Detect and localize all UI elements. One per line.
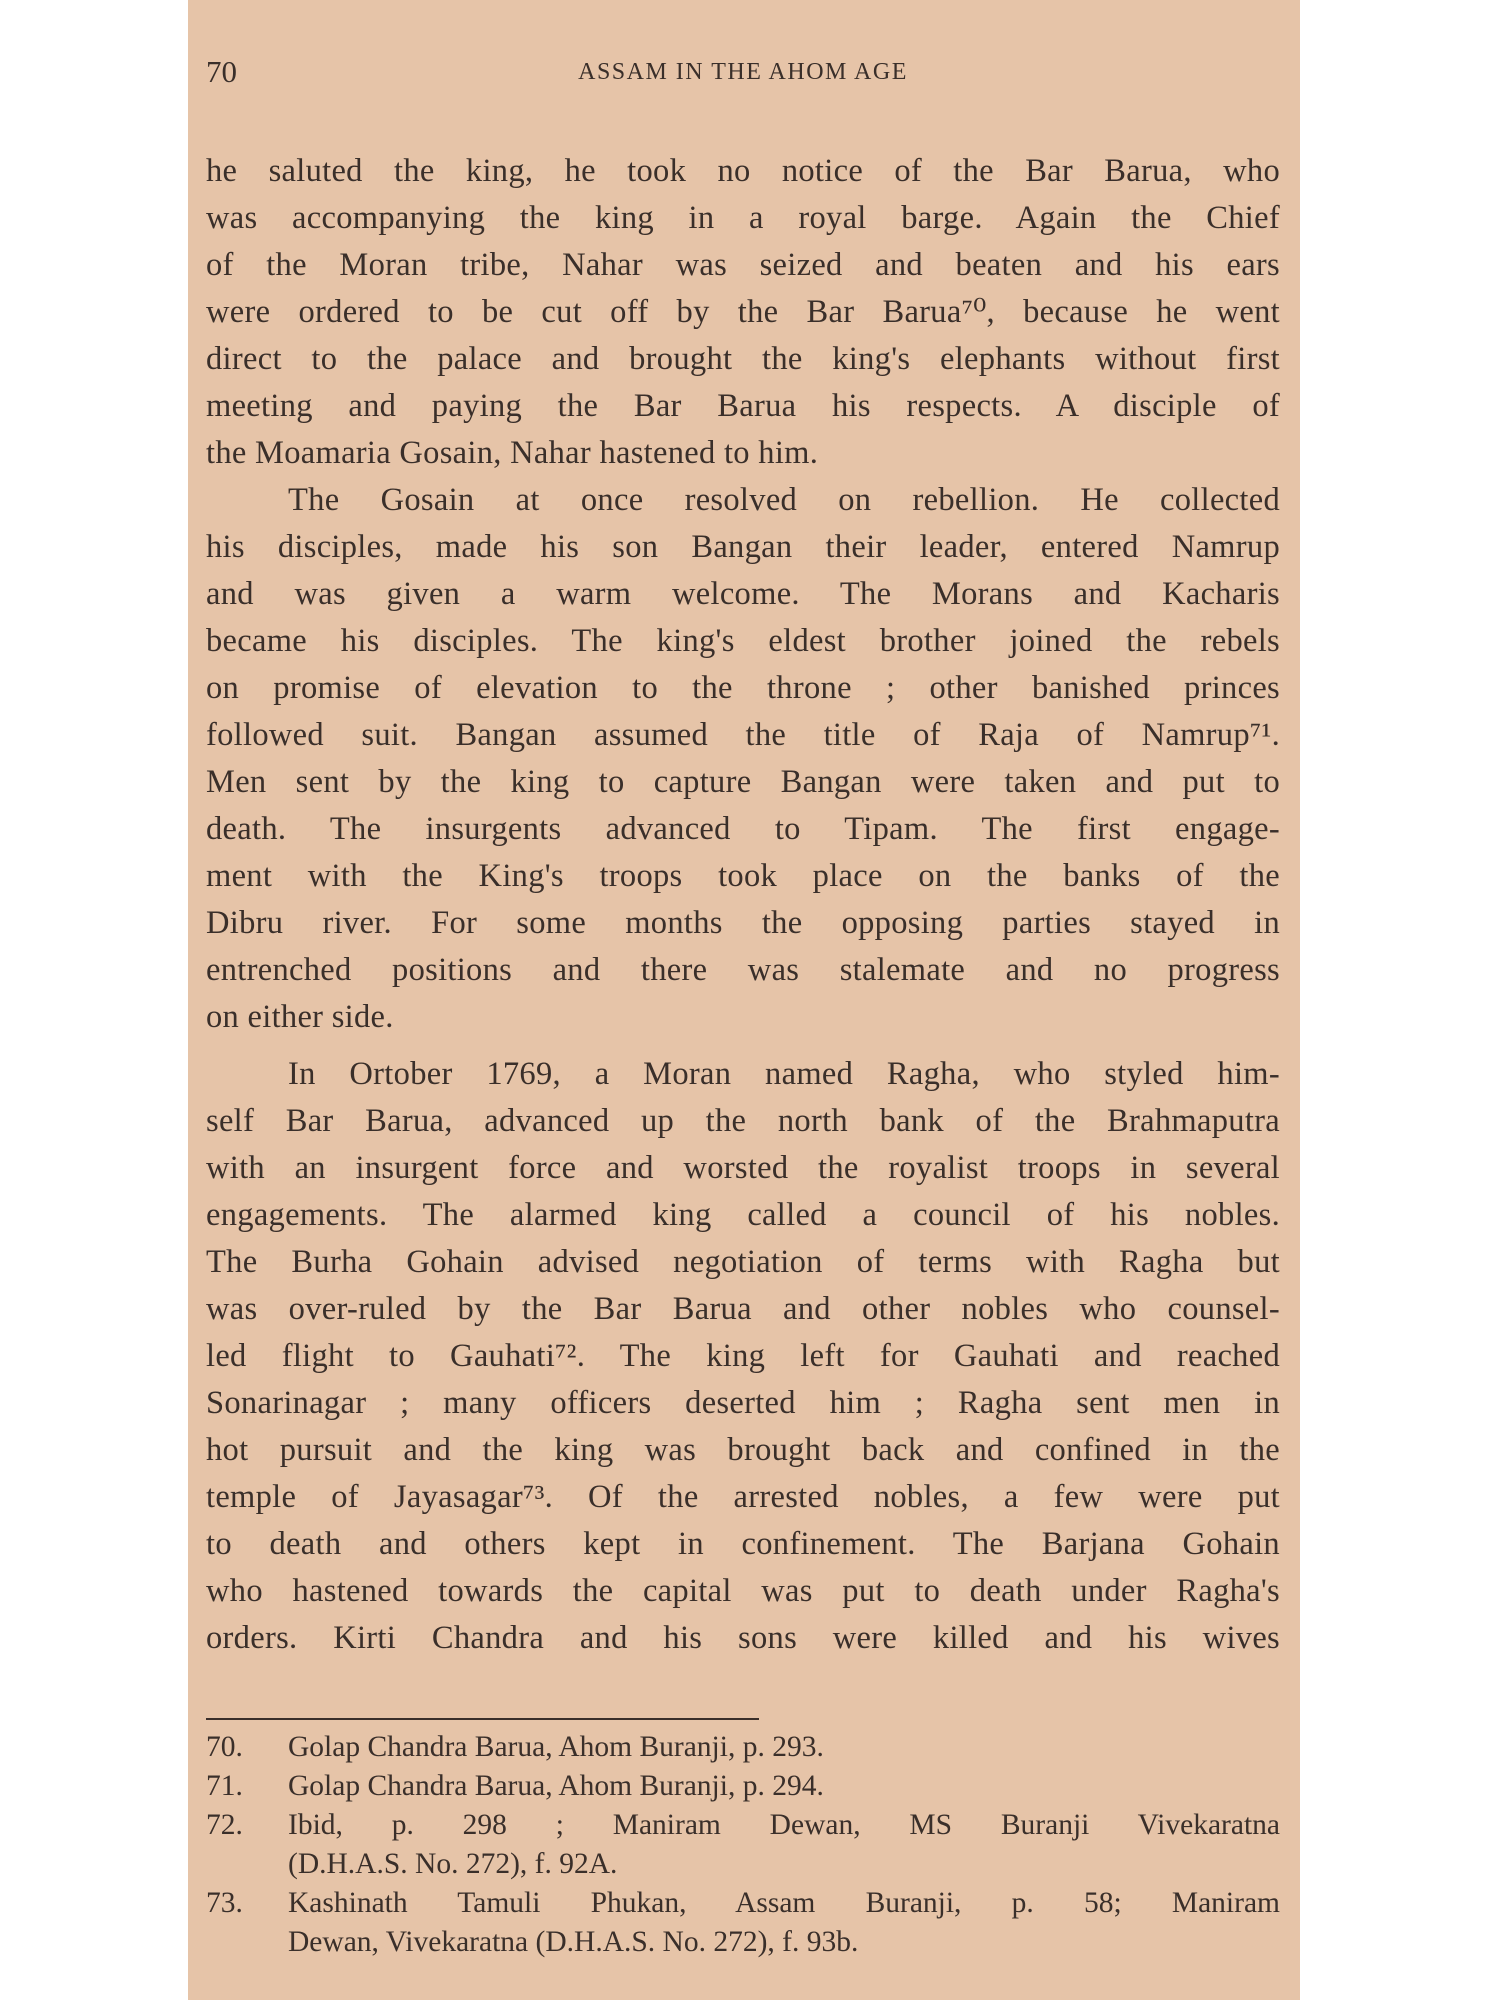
text-line: death. The insurgents advanced to Tipam. The first engage- bbox=[206, 811, 1280, 847]
text-line: meeting and paying the Bar Barua his respects. A disciple of bbox=[206, 388, 1280, 424]
page-number: 70 bbox=[206, 54, 237, 89]
text-line: became his disciples. The king's eldest brother joined the rebels bbox=[206, 623, 1280, 659]
text-line: he saluted the king, he took no notice of the Bar Barua, who bbox=[206, 153, 1280, 189]
footnote-line: (D.H.A.S. No. 272), f. 92A. bbox=[288, 1848, 618, 1880]
footnote-number: 72. bbox=[206, 1809, 243, 1841]
footnote-text bbox=[288, 1806, 1280, 1884]
footnote-line: Golap Chandra Barua, Ahom Buranji, p. 294. bbox=[288, 1770, 824, 1802]
footnote bbox=[206, 1728, 1280, 1767]
footnote-text bbox=[288, 1884, 1280, 1962]
book-page bbox=[188, 0, 1300, 2000]
text-line: were ordered to be cut off by the Bar Barua⁷⁰, because he went bbox=[206, 294, 1280, 330]
footnote-number: 71. bbox=[206, 1770, 243, 1802]
text-line: of the Moran tribe, Nahar was seized and beaten and his ears bbox=[206, 247, 1280, 283]
footnote bbox=[206, 1884, 1280, 1962]
text-line: Sonarinagar ; many officers deserted him ; Ragha sent men in bbox=[206, 1385, 1280, 1421]
text-line: Dibru river. For some months the opposing parties stayed in bbox=[206, 905, 1280, 941]
footnote bbox=[206, 1806, 1280, 1884]
page-header bbox=[206, 52, 1280, 92]
footnote bbox=[206, 1767, 1280, 1806]
footnotes bbox=[206, 1728, 1280, 1962]
text-line: ment with the King's troops took place on the banks of the bbox=[206, 858, 1280, 894]
text-line: orders. Kirti Chandra and his sons were killed and his wives bbox=[206, 1620, 1280, 1656]
text-line: with an insurgent force and worsted the royalist troops in several bbox=[206, 1150, 1280, 1186]
text-line: was accompanying the king in a royal barge. Again the Chief bbox=[206, 200, 1280, 236]
footnote-line: Ibid, p. 298 ; Maniram Dewan, MS Buranji Vivekaratna bbox=[288, 1809, 1280, 1841]
footnote-text bbox=[288, 1728, 1280, 1767]
text-line: on either side. bbox=[206, 999, 394, 1035]
text-line: and was given a warm welcome. The Morans and Kacharis bbox=[206, 576, 1280, 612]
text-line: Men sent by the king to capture Bangan were taken and put to bbox=[206, 764, 1280, 800]
text-line: was over-ruled by the Bar Barua and other nobles who counsel- bbox=[206, 1291, 1280, 1327]
text-line: hot pursuit and the king was brought back and confined in the bbox=[206, 1432, 1280, 1468]
footnote-number: 70. bbox=[206, 1731, 243, 1763]
footnote-divider bbox=[206, 1718, 759, 1720]
footnote-text bbox=[288, 1767, 1280, 1806]
text-line: In Ortober 1769, a Moran named Ragha, who styled him- bbox=[288, 1056, 1280, 1092]
text-line: led flight to Gauhati⁷². The king left for Gauhati and reached bbox=[206, 1338, 1280, 1374]
text-line: The Gosain at once resolved on rebellion. He collected bbox=[288, 482, 1280, 518]
text-line: self Bar Barua, advanced up the north bank of the Brahmaputra bbox=[206, 1103, 1280, 1139]
text-line: the Moamaria Gosain, Nahar hastened to him. bbox=[206, 435, 819, 471]
body-text bbox=[206, 148, 1280, 1662]
text-line: followed suit. Bangan assumed the title of Raja of Namrup⁷¹. bbox=[206, 717, 1280, 753]
text-line: to death and others kept in confinement. The Barjana Gohain bbox=[206, 1526, 1280, 1562]
footnote-line: Dewan, Vivekaratna (D.H.A.S. No. 272), f. 93b. bbox=[288, 1926, 859, 1958]
text-line: engagements. The alarmed king called a council of his nobles. bbox=[206, 1197, 1280, 1233]
text-line: direct to the palace and brought the king's elephants without first bbox=[206, 341, 1280, 377]
text-line: who hastened towards the capital was put to death under Ragha's bbox=[206, 1573, 1280, 1609]
footnote-line: Kashinath Tamuli Phukan, Assam Buranji, p. 58; Maniram bbox=[288, 1887, 1280, 1919]
text-line: on promise of elevation to the throne ; other banished princes bbox=[206, 670, 1280, 706]
running-head: ASSAM IN THE AHOM AGE bbox=[578, 59, 908, 85]
text-line: The Burha Gohain advised negotiation of terms with Ragha but bbox=[206, 1244, 1280, 1280]
text-line: his disciples, made his son Bangan their leader, entered Namrup bbox=[206, 529, 1280, 565]
text-line: temple of Jayasagar⁷³. Of the arrested nobles, a few were put bbox=[206, 1479, 1280, 1515]
footnote-line: Golap Chandra Barua, Ahom Buranji, p. 293. bbox=[288, 1731, 824, 1763]
footnote-number: 73. bbox=[206, 1887, 243, 1919]
text-line: entrenched positions and there was stalemate and no progress bbox=[206, 952, 1280, 988]
